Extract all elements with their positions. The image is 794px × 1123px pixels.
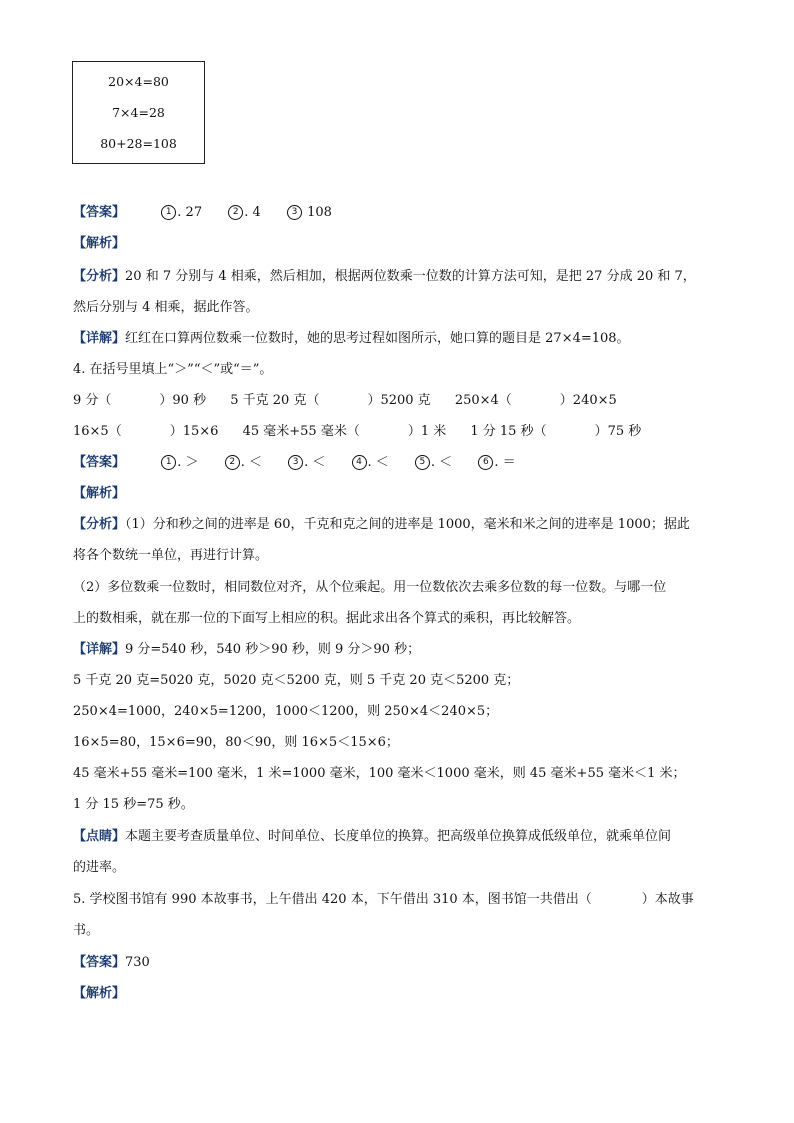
q4-row-1 — [73, 393, 637, 409]
calc-line-2: 7×4=28 — [112, 105, 165, 120]
calc-line-1: 20×4=80 — [108, 74, 169, 89]
q4-detail-5: 45 毫米+55 毫米=100 毫米，1 米=1000 毫米，100 毫米＜1000 毫米，则 45 毫米+55 毫米＜1 米； — [73, 766, 686, 781]
q5-title-2: 书。 — [73, 923, 100, 938]
q4-fenxi-2: 将各个数统一单位，再进行计算。 — [73, 548, 269, 563]
calc-line-3: 80+28=108 — [100, 136, 177, 151]
q4-detail-2: 5 千克 20 克=5020 克，5020 克＜5200 克，则 5 千克 20 克＜5200 克； — [73, 673, 520, 688]
q4-item: 16×5（ ）15×6 — [73, 424, 219, 439]
q3-fenxi-1: 【分析】20 和 7 分别与 4 相乘，然后相加，根据两位数乘一位数的计算方法可知，是把 27 分成 20 和 7， — [73, 269, 696, 284]
q4-detail-3: 250×4=1000，240×5=1200，1000＜1200，则 250×4＜240×5； — [73, 704, 499, 719]
calculation-box — [72, 61, 205, 164]
q3-answer-line — [73, 205, 354, 221]
q4-answer-line: 【答案】 1 . ＞ 2 . ＜ 3 . ＜ 4 . ＜ 5 . ＜ 6 . ＝ — [73, 455, 516, 470]
q4-fenxi-4: 上的数相乘，就在那一位的下面写上相应的积。据此求出各个算式的乘积，再比较解答。 — [73, 611, 581, 626]
q4-fenxi-1: 【分析】（1）分和秒之间的进率是 60，千克和克之间的进率是 1000，毫米和米之间的进率是 1000；据此 — [73, 517, 690, 532]
answer-item: 2 . 4 — [228, 205, 261, 221]
q4-title: 4. 在括号里填上“＞”“＜”或“＝”。 — [73, 362, 273, 377]
q4-detail-6: 1 分 15 秒=75 秒。 — [73, 797, 194, 812]
q4-dianjing-1: 【点睛】本题主要考查质量单位、时间单位、长度单位的换算。把高级单位换算成低级单位，就乘单位间 — [73, 829, 672, 844]
answer-tag: 【答案】 — [73, 205, 126, 220]
q5-analysis-tag: 【解析】 — [73, 986, 126, 1001]
q4-item: 1 分 15 秒（ ）75 秒 — [470, 424, 642, 439]
q4-item: 5 千克 20 克（ ）5200 克 — [230, 393, 431, 408]
q5-answer-line: 【答案】730 — [73, 955, 150, 970]
answer-tag: 【答案】 — [73, 455, 126, 470]
q4-item: 45 毫米+55 毫米（ ）1 米 — [242, 424, 447, 439]
q4-item: 250×4（ ）240×5 — [454, 393, 617, 408]
q4-item: 9 分（ ）90 秒 — [73, 393, 207, 408]
answer-item: 3 108 — [287, 205, 332, 221]
q4-row-2 — [73, 424, 661, 440]
q3-fenxi-2: 然后分别与 4 相乘，据此作答。 — [73, 300, 259, 315]
q3-analysis-tag: 【解析】 — [73, 236, 126, 251]
answer-item: 1 . 27 — [161, 205, 202, 221]
q4-fenxi-3: （2）多位数乘一位数时，相同数位对齐，从个位乘起。用一位数依次去乘多位数的每一位数。与哪一位 — [73, 580, 667, 595]
q4-analysis-tag: 【解析】 — [73, 486, 126, 501]
q4-detail-4: 16×5=80，15×6=90，80＜90，则 16×5＜15×6； — [73, 735, 399, 750]
q4-detail-1: 【详解】9 分=540 秒，540 秒＞90 秒，则 9 分＞90 秒； — [73, 642, 421, 657]
q4-dianjing-2: 的进率。 — [73, 860, 126, 875]
q3-detail: 【详解】红红在口算两位数乘一位数时，她的思考过程如图所示，她口算的题目是 27×4=108。 — [73, 331, 630, 346]
q5-title-1: 5. 学校图书馆有 990 本故事书，上午借出 420 本，下午借出 310 本，图书馆一共借出（ ）本故事 — [73, 892, 694, 907]
